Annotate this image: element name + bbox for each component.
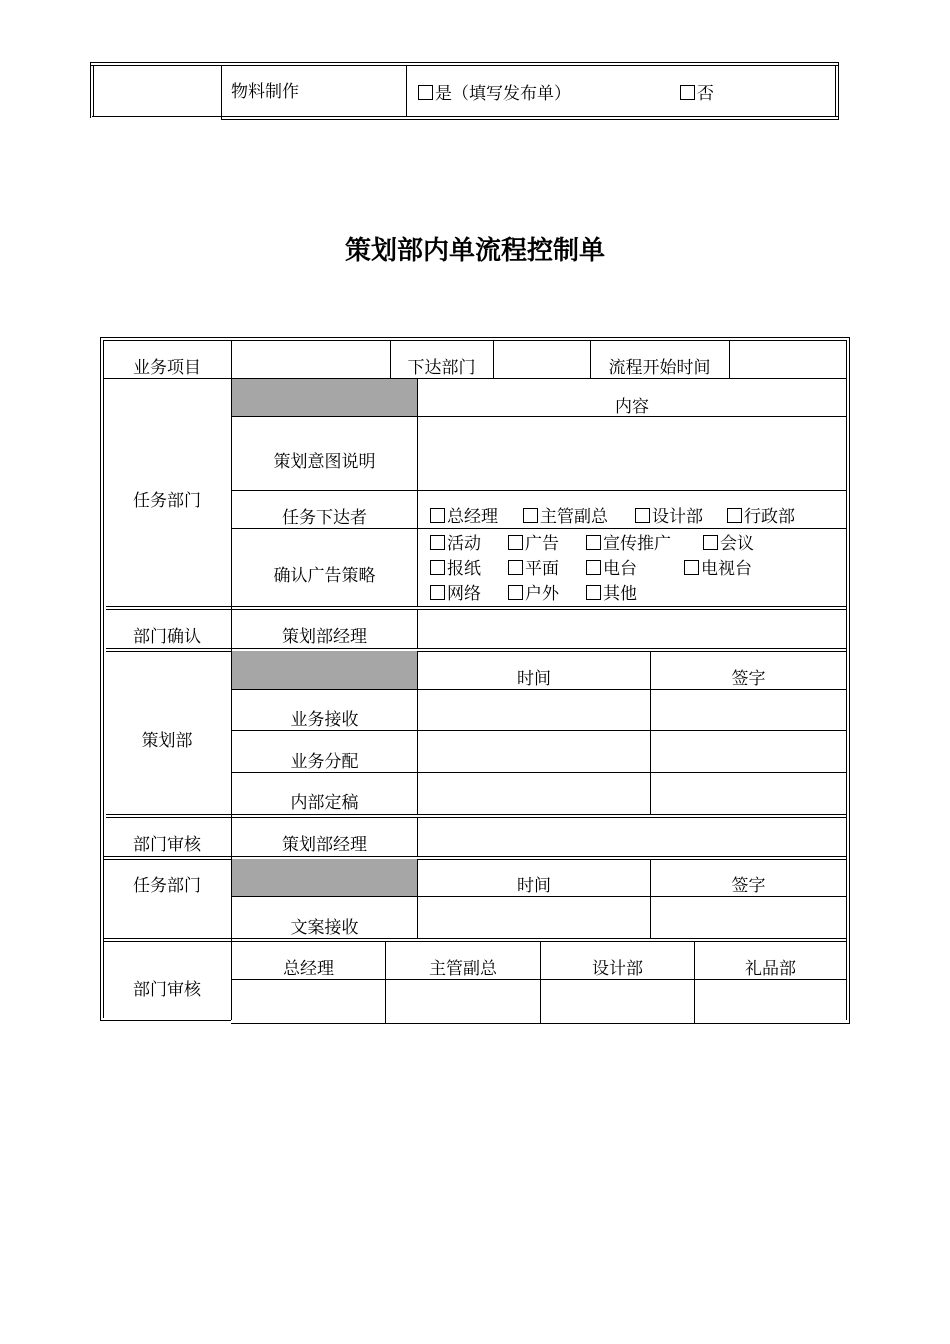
col-vice-president: 主管副总	[429, 959, 497, 979]
checkbox-icon[interactable]	[430, 508, 445, 523]
strategy-option[interactable]: 户外	[508, 584, 559, 604]
sign-cell[interactable]	[651, 731, 846, 771]
option-yes[interactable]: 是（填写发布单）	[418, 84, 571, 104]
strategy-option[interactable]: 电视台	[684, 559, 752, 579]
col-design-dept: 设计部	[592, 959, 643, 979]
checkbox-icon[interactable]	[430, 585, 445, 600]
checkbox-icon[interactable]	[684, 560, 699, 575]
sign-cell[interactable]	[651, 690, 846, 729]
business-item-value[interactable]	[232, 341, 389, 377]
checkbox-icon[interactable]	[508, 560, 523, 575]
checkbox-icon[interactable]	[418, 85, 433, 100]
shaded-cell	[232, 859, 417, 896]
time-cell[interactable]	[418, 897, 649, 938]
dept-confirm-role: 策划部经理	[282, 627, 367, 647]
checkbox-icon[interactable]	[727, 508, 742, 523]
row-internal-finalize: 内部定稿	[290, 793, 359, 813]
checkbox-icon[interactable]	[508, 585, 523, 600]
planning-intent-label: 策划意图说明	[273, 452, 376, 472]
checkbox-icon[interactable]	[586, 560, 601, 575]
strategy-option[interactable]: 其他	[586, 584, 637, 604]
checkbox-icon[interactable]	[680, 85, 695, 100]
strategy-option[interactable]: 平面	[508, 559, 559, 579]
shaded-cell	[232, 379, 417, 416]
planning-time-header: 时间	[517, 669, 551, 689]
row-business-assign: 业务分配	[290, 752, 359, 772]
dept-review-2-label: 部门审核	[133, 980, 201, 1000]
issuer-option-general-manager[interactable]: 总经理	[430, 507, 498, 527]
sign-cell[interactable]	[232, 980, 384, 1022]
dept-review-sign[interactable]	[418, 818, 846, 856]
sign-cell[interactable]	[541, 980, 693, 1022]
checkbox-icon[interactable]	[586, 535, 601, 550]
dept-confirm-label: 部门确认	[133, 627, 201, 647]
task-issuer-label: 任务下达者	[282, 508, 367, 528]
issuing-dept-value[interactable]	[494, 341, 589, 377]
ad-strategy-label: 确认广告策略	[273, 566, 376, 586]
shaded-cell	[232, 651, 417, 689]
checkbox-icon[interactable]	[508, 535, 523, 550]
planning-dept-label: 策划部	[141, 731, 193, 751]
task-dept-2-time-header: 时间	[517, 876, 551, 896]
issuing-dept-label: 下达部门	[407, 358, 476, 378]
checkbox-icon[interactable]	[703, 535, 718, 550]
row-business-receive: 业务接收	[290, 710, 359, 730]
flow-start-time-label: 流程开始时间	[608, 358, 711, 378]
sign-cell[interactable]	[386, 980, 539, 1022]
strategy-option[interactable]: 宣传推广	[586, 534, 671, 554]
business-item-label: 业务项目	[133, 358, 201, 378]
checkbox-icon[interactable]	[430, 535, 445, 550]
dept-confirm-sign[interactable]	[418, 610, 846, 648]
col-general-manager: 总经理	[283, 959, 334, 979]
strategy-option[interactable]: 电台	[586, 559, 637, 579]
sign-cell[interactable]	[651, 897, 846, 938]
time-cell[interactable]	[418, 731, 649, 771]
sign-cell[interactable]	[695, 980, 845, 1022]
col-gift-dept: 礼品部	[745, 959, 796, 979]
time-cell[interactable]	[418, 773, 649, 814]
issuer-option-vice-president[interactable]: 主管副总	[523, 507, 608, 527]
page-title: 策划部内单流程控制单	[344, 236, 605, 266]
time-cell[interactable]	[418, 690, 649, 729]
checkbox-icon[interactable]	[635, 508, 650, 523]
option-no[interactable]: 否	[680, 84, 714, 104]
material-production-label: 物料制作	[231, 82, 299, 102]
strategy-option[interactable]: 会议	[703, 534, 754, 554]
strategy-option[interactable]: 报纸	[430, 559, 481, 579]
task-dept-label: 任务部门	[133, 491, 201, 511]
dept-review-label: 部门审核	[133, 835, 201, 855]
checkbox-icon[interactable]	[430, 560, 445, 575]
planning-sign-header: 签字	[731, 669, 766, 689]
strategy-option[interactable]: 网络	[430, 584, 481, 604]
checkbox-icon[interactable]	[586, 585, 601, 600]
dept-review-role: 策划部经理	[282, 835, 367, 855]
issuer-option-design-dept[interactable]: 设计部	[635, 507, 703, 527]
flow-start-time-value[interactable]	[730, 341, 845, 377]
strategy-option[interactable]: 活动	[430, 534, 481, 554]
planning-intent-input[interactable]	[418, 417, 846, 489]
task-dept-2-label: 任务部门	[133, 876, 201, 896]
row-copy-receive: 文案接收	[290, 918, 359, 938]
sign-cell[interactable]	[651, 773, 846, 814]
strategy-option[interactable]: 广告	[508, 534, 559, 554]
issuer-option-admin-dept[interactable]: 行政部	[727, 507, 795, 527]
task-dept-2-sign-header: 签字	[731, 876, 766, 896]
content-header: 内容	[615, 397, 649, 417]
checkbox-icon[interactable]	[523, 508, 538, 523]
